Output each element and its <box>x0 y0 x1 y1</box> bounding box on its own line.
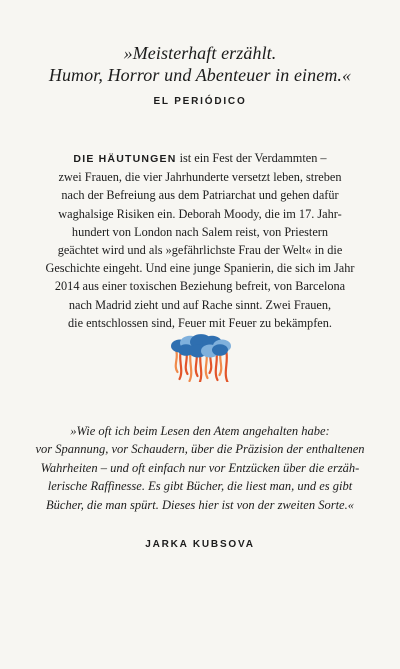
blurb-line: nach Madrid zieht und auf Rache sinnt. Zwei Frauen, <box>68 297 332 312</box>
bottom-quote-line: Bücher, die man spürt. Dieses hier ist von der zweiten Sorte.« <box>46 497 354 512</box>
blurb-line: waghalsige Risiken ein. Deborah Moody, die im 17. Jahr- <box>58 206 342 221</box>
blurb-line: 2014 aus einer toxischen Beziehung befreit, von Barcelona <box>54 279 346 294</box>
top-quote-source: EL PERIÓDICO <box>153 96 247 107</box>
blurb-first-line <box>40 149 360 168</box>
cloud-flames-svg <box>170 334 232 382</box>
bottom-quote-line: Wahrheiten – und oft einfach nur vor Entzücken über die erzäh- <box>40 460 360 475</box>
bottom-quote-source: JARKA KUBSOVA <box>145 539 255 550</box>
blurb-first-line-rest: ist ein Fest der Verdammten – <box>176 151 327 165</box>
cloud-puff <box>212 344 228 356</box>
blurb-line: hundert von London nach Salem reist, von Priestern <box>71 224 329 239</box>
top-quote-line: »Meisterhaft erzählt. <box>123 43 277 63</box>
bottom-quote-line: lerische Raffinesse. Es gibt Bücher, die liest man, und es gibt <box>47 479 353 494</box>
bottom-quote-line: vor Spannung, vor Schaudern, über die Präzision der enthaltenen <box>35 442 365 457</box>
book-blurb <box>40 149 360 332</box>
book-title: DIE HÄUTUNGEN <box>73 153 177 165</box>
cloud-with-flames-icon <box>170 334 232 382</box>
blurb-line: nach der Befreiung aus dem Patriarchat und gehen dafür <box>61 188 339 203</box>
top-quote-line: Humor, Horror und Abenteuer in einem.« <box>48 65 352 85</box>
flame-stroke <box>176 350 178 372</box>
blurb-line: zwei Frauen, die vier Jahrhunderte versetzt leben, streben <box>58 170 342 185</box>
blurb-line: geächtet wird und als »gefährlichste Frau der Welt« in die <box>57 243 343 258</box>
blurb-line: die entschlossen sind, Feuer mit Feuer zu bekämpfen. <box>68 315 332 330</box>
bottom-quote-line: »Wie oft ich beim Lesen den Atem angehalten habe: <box>70 424 330 438</box>
top-review-quote <box>0 42 400 86</box>
flame-stroke <box>226 350 228 382</box>
bottom-review-quote <box>30 422 370 514</box>
blurb-line: Geschichte eingeht. Und eine junge Spanierin, die sich im Jahr <box>45 261 355 276</box>
